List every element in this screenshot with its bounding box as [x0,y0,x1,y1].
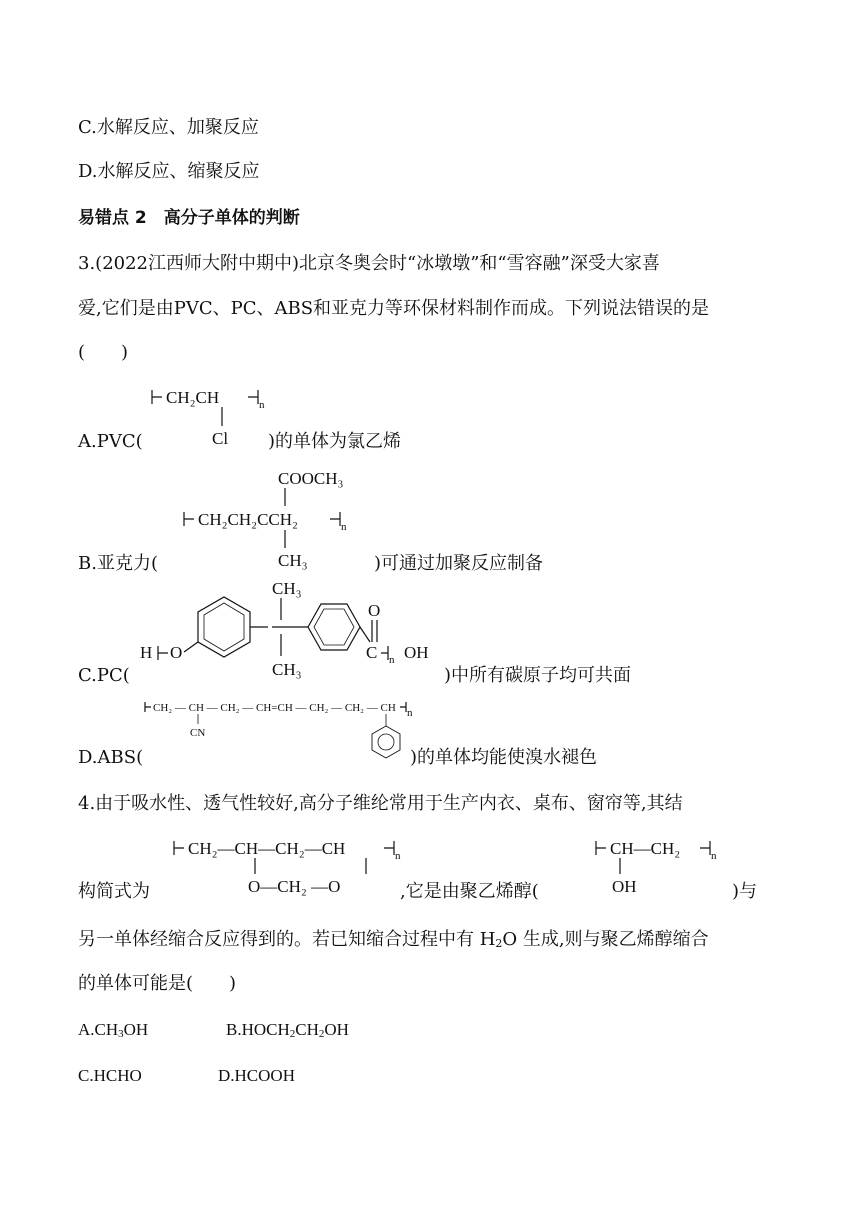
pc-benzene-ring-2 [308,604,360,650]
bracket-right [381,646,388,660]
bracket-left [145,702,151,712]
q4-option-d: D.HCOOH [218,1066,295,1085]
q4-option-b-sub-2: 2 [318,1028,325,1040]
pvc-structure [148,382,278,452]
pmma-bottom-text: CH₃ [278,551,308,570]
bracket-right [700,841,710,855]
q4-line3-sub: 2 [495,937,503,950]
q3-option-a-prefix: A.PVC( [78,431,143,452]
pc-bottom-text: CH₃ [272,660,302,679]
q4-option-b-sub-1: 2 [289,1028,296,1040]
question-4-line-4: 的单体可能是( ) [78,973,237,994]
q4-option-a-text-2: OH [123,1020,149,1039]
bracket-left [184,512,194,526]
question-4-line-1: 4.由于吸水性、透气性较好,高分子维纶常用于生产内衣、桌布、窗帘等,其结 [78,793,683,814]
q4-option-b-text-3: OH [324,1020,349,1039]
vinylon-bottom-text: O—CH₂ —O [248,877,341,896]
q3-option-c-prefix: C.PC( [78,665,130,686]
pc-o-text: O [170,643,183,662]
pc-benzene-inner-1 [204,603,244,651]
pmma-n: n [341,521,347,533]
bracket-right [400,702,406,712]
pc-benzene-ring-1 [198,597,250,657]
abs-benzene-ring [372,726,400,758]
abs-cn-text: CN [190,727,206,739]
pmma-main-text: CH₂CH₂CCH₂ [198,510,298,529]
pc-benzene-inner-2 [314,609,354,645]
option-d-previous: D.水解反应、缩聚反应 [78,161,260,182]
pc-n: n [389,654,395,666]
q3-option-a-suffix: )的单体为氯乙烯 [268,431,402,452]
vinylon-structure [170,832,400,902]
q4-option-a [78,1018,148,1046]
bracket-right [384,841,394,855]
q3-option-b-prefix: B.亚克力( [78,553,158,574]
bracket-right [248,390,258,404]
pc-top-text: CH₃ [272,579,302,598]
bracket-left [174,841,184,855]
q3-option-c-suffix: )中所有碳原子均可共面 [444,665,632,686]
q3-option-d-prefix: D.ABS( [78,747,144,768]
option-c-previous: C.水解反应、加聚反应 [78,117,259,138]
pva-n: n [711,850,717,862]
q4-option-b [226,1018,349,1046]
q4-line3-part-a: 另一单体经缩合反应得到的。若已知缩合过程中有 H [78,929,496,950]
pc-carbonyl-o: O [368,601,381,620]
question-4-line-2-suffix: )与 [732,881,758,902]
question-3-answer-blank: ( ) [78,342,129,363]
pva-oh-text: OH [612,877,637,896]
pc-bond-o-ring [184,642,198,652]
q3-option-b-suffix: )可通过加聚反应制备 [374,553,544,574]
section-title: 易错点 2 高分子单体的判断 [78,208,300,228]
pc-bond-ring-carbonyl [360,627,370,642]
pc-oh-text: OH [404,643,429,662]
pc-structure [138,576,448,686]
pmma-top-text: COOCH₃ [278,469,344,488]
pvc-top-text: CH₂CH [166,388,220,407]
bracket-left [596,841,606,855]
vinylon-top-text: CH₂—CH—CH₂—CH [188,839,346,858]
question-3-line-1: 3.(2022江西师大附中期中)北京冬奥会时“冰墩墩”和“雪容融”深受大家喜 [78,253,660,274]
question-4-line-3 [78,928,709,956]
q4-option-a-text: A.CH [78,1020,119,1039]
abs-benzene-inner [378,734,394,750]
pvc-cl-text: Cl [212,429,229,448]
vinylon-n: n [395,850,401,862]
bracket-left [152,390,162,404]
question-3-line-2: 爱,它们是由PVC、PC、ABS和亚克力等环保材料制作而成。下列说法错误的是 [78,298,710,319]
q4-option-b-text: B.HOCH [226,1020,290,1039]
pc-h-text: H [140,643,153,662]
question-4-line-2-mid: ,它是由聚乙烯醇( [400,881,539,902]
q4-option-b-text-2: CH [295,1020,319,1039]
pvc-n: n [259,399,265,411]
bracket-right [330,512,340,526]
pc-c-text: C [366,643,378,662]
q4-option-a-sub: 3 [118,1028,124,1040]
q4-option-c: C.HCHO [78,1066,142,1085]
abs-structure [142,696,417,771]
question-4-line-2-prefix: 构简式为 [78,881,150,902]
q4-line3-part-b: O 生成,则与聚乙烯醇缩合 [502,929,709,950]
pva-structure [592,832,732,902]
bracket-left [158,646,168,660]
abs-main-text: CH₂ — CH — CH₂ — CH=CH — CH₂ — CH₂ — CH [153,702,396,714]
pmma-structure [180,464,380,574]
pva-top-text: CH—CH₂ [610,839,681,858]
abs-n: n [407,707,413,719]
q3-option-d-suffix: )的单体均能使溴水褪色 [410,747,598,768]
